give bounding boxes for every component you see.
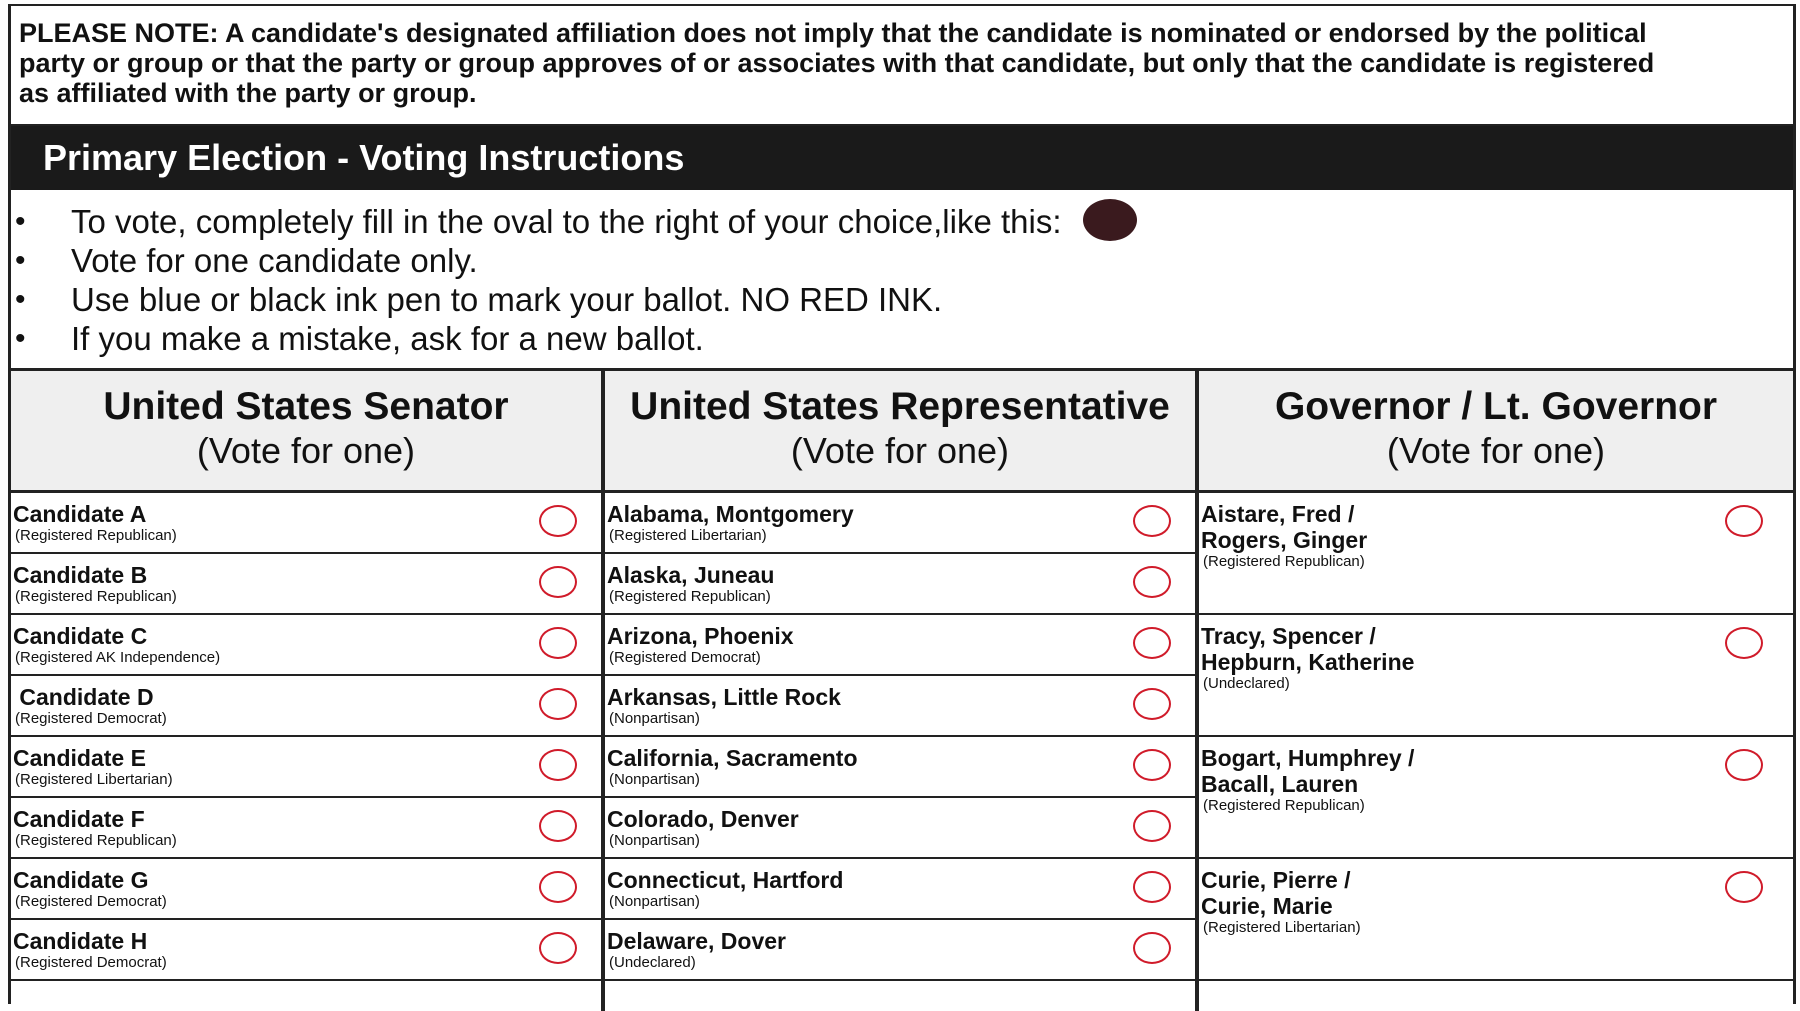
instruction-text: Use blue or black ink pen to mark your ballot. NO RED INK. — [71, 281, 943, 318]
lt-governor-name: Rogers, Ginger — [1201, 527, 1368, 553]
vote-oval[interactable] — [539, 566, 577, 598]
contest-representative — [605, 371, 1199, 1011]
affiliation-notice — [11, 6, 1793, 126]
section-title: Primary Election - Voting Instructions — [11, 126, 1793, 190]
vote-oval[interactable] — [539, 810, 577, 842]
candidate-row — [605, 676, 1195, 737]
candidate-row — [11, 676, 601, 737]
candidate-row — [605, 859, 1195, 920]
candidate-row — [11, 554, 601, 615]
candidate-name — [1201, 745, 1414, 797]
candidate-row — [11, 615, 601, 676]
candidate-name — [1201, 501, 1367, 553]
candidate-affiliation: (Nonpartisan) — [609, 771, 700, 788]
candidate-row — [1199, 493, 1793, 615]
vote-oval[interactable] — [1725, 627, 1763, 659]
vote-oval[interactable] — [1725, 871, 1763, 903]
bullet-icon: • — [15, 283, 26, 316]
candidate-affiliation: (Registered Republican) — [15, 527, 177, 544]
candidate-affiliation: (Registered Libertarian) — [1203, 919, 1361, 936]
candidate-row — [11, 737, 601, 798]
vote-oval[interactable] — [1133, 810, 1171, 842]
contest-subtitle: (Vote for one) — [196, 430, 416, 471]
ballot — [8, 4, 1796, 1004]
candidate-affiliation: (Registered Republican) — [1203, 553, 1365, 570]
candidate-affiliation: (Nonpartisan) — [609, 893, 700, 910]
candidate-name: Candidate C — [13, 623, 148, 649]
candidate-name — [1201, 623, 1414, 675]
candidate-row — [605, 493, 1195, 554]
contest-title: Governor / Lt. Governor — [1274, 385, 1718, 428]
contest-header — [1199, 371, 1793, 493]
candidate-affiliation: (Registered Democrat) — [15, 893, 167, 910]
contests — [11, 371, 1793, 1011]
candidate-name: Arizona, Phoenix — [607, 623, 794, 649]
vote-oval[interactable] — [1725, 505, 1763, 537]
vote-oval[interactable] — [1725, 749, 1763, 781]
vote-oval[interactable] — [1133, 932, 1171, 964]
bullet-icon: • — [15, 244, 26, 277]
candidate-affiliation: (Registered Democrat) — [609, 649, 761, 666]
candidate-affiliation: (Undeclared) — [609, 954, 696, 971]
candidate-name: Alaska, Juneau — [607, 562, 775, 588]
candidate-name: Candidate H — [13, 928, 148, 954]
candidate-row — [605, 737, 1195, 798]
contest-governor — [1199, 371, 1793, 1011]
contest-senator — [11, 371, 605, 1011]
contest-header — [11, 371, 601, 493]
candidate-name: Candidate A — [13, 501, 147, 527]
contest-header — [605, 371, 1195, 493]
candidate-affiliation: (Registered Republican) — [15, 832, 177, 849]
instruction-item — [11, 319, 1793, 358]
candidate-affiliation: (Registered Libertarian) — [609, 527, 767, 544]
candidate-affiliation: (Undeclared) — [1203, 675, 1290, 692]
voting-instructions — [11, 190, 1793, 371]
candidate-name: Candidate F — [13, 806, 145, 832]
lt-governor-name: Bacall, Lauren — [1201, 771, 1359, 797]
candidate-name: Colorado, Denver — [607, 806, 799, 832]
contest-title: United States Senator — [103, 385, 509, 428]
candidate-name: California, Sacramento — [607, 745, 858, 771]
vote-oval[interactable] — [539, 932, 577, 964]
candidate-row — [1199, 859, 1793, 981]
candidate-name: Delaware, Dover — [607, 928, 786, 954]
candidate-row — [1199, 737, 1793, 859]
instruction-item — [11, 241, 1793, 280]
contest-subtitle: (Vote for one) — [1386, 430, 1606, 471]
contest-title: United States Representative — [630, 385, 1170, 428]
governor-name: Tracy, Spencer / — [1201, 623, 1376, 649]
candidate-affiliation: (Registered AK Independence) — [15, 649, 221, 666]
instruction-text: To vote, completely fill in the oval to the right of your choice,like this: — [71, 203, 1062, 240]
candidate-affiliation: (Nonpartisan) — [609, 710, 700, 727]
candidate-row — [605, 615, 1195, 676]
vote-oval[interactable] — [1133, 749, 1171, 781]
candidate-row — [1199, 615, 1793, 737]
vote-oval[interactable] — [539, 505, 577, 537]
notice-line: as affiliated with the party or group. — [19, 78, 477, 108]
candidate-name: Candidate G — [13, 867, 149, 893]
notice-line: party or group or that the party or group approves of or associates with that candidate, but only that the candidate is registered — [19, 48, 1655, 78]
instruction-item — [11, 280, 1793, 319]
candidate-row — [11, 859, 601, 920]
governor-name: Bogart, Humphrey / — [1201, 745, 1415, 771]
instruction-item — [11, 202, 1793, 241]
instruction-text: If you make a mistake, ask for a new ballot. — [71, 320, 704, 357]
candidate-name: Connecticut, Hartford — [607, 867, 844, 893]
candidate-row — [605, 554, 1195, 615]
contest-subtitle: (Vote for one) — [790, 430, 1010, 471]
candidate-name: Candidate E — [13, 745, 146, 771]
candidate-affiliation: (Nonpartisan) — [609, 832, 700, 849]
lt-governor-name: Hepburn, Katherine — [1201, 649, 1415, 675]
vote-oval[interactable] — [1133, 505, 1171, 537]
candidate-name: Candidate B — [13, 562, 148, 588]
vote-oval[interactable] — [539, 871, 577, 903]
candidate-affiliation: (Registered Democrat) — [15, 954, 167, 971]
candidate-name: Candidate D — [13, 684, 154, 710]
candidate-row — [605, 798, 1195, 859]
vote-oval[interactable] — [1133, 688, 1171, 720]
bullet-icon: • — [15, 205, 26, 238]
candidate-name: Arkansas, Little Rock — [607, 684, 841, 710]
vote-oval[interactable] — [539, 688, 577, 720]
filled-oval-example-icon — [1083, 199, 1137, 241]
bullet-icon: • — [15, 322, 26, 355]
vote-oval[interactable] — [1133, 566, 1171, 598]
governor-name: Curie, Pierre / — [1201, 867, 1351, 893]
candidate-name: Alabama, Montgomery — [607, 501, 854, 527]
lt-governor-name: Curie, Marie — [1201, 893, 1333, 919]
candidate-affiliation: (Registered Republican) — [15, 588, 177, 605]
candidate-name — [1201, 867, 1351, 919]
candidate-affiliation: (Registered Republican) — [609, 588, 771, 605]
candidate-affiliation: (Registered Libertarian) — [15, 771, 173, 788]
vote-oval[interactable] — [1133, 871, 1171, 903]
vote-oval[interactable] — [539, 627, 577, 659]
candidate-affiliation: (Registered Republican) — [1203, 797, 1365, 814]
notice-line: PLEASE NOTE: A candidate's designated affiliation does not imply that the candidate is nominated or endorsed by the political — [19, 18, 1647, 48]
vote-oval[interactable] — [1133, 627, 1171, 659]
instruction-text: Vote for one candidate only. — [71, 242, 478, 279]
candidate-row — [11, 798, 601, 859]
vote-oval[interactable] — [539, 749, 577, 781]
governor-name: Aistare, Fred / — [1201, 501, 1355, 527]
candidate-row — [11, 493, 601, 554]
candidate-affiliation: (Registered Democrat) — [15, 710, 167, 727]
